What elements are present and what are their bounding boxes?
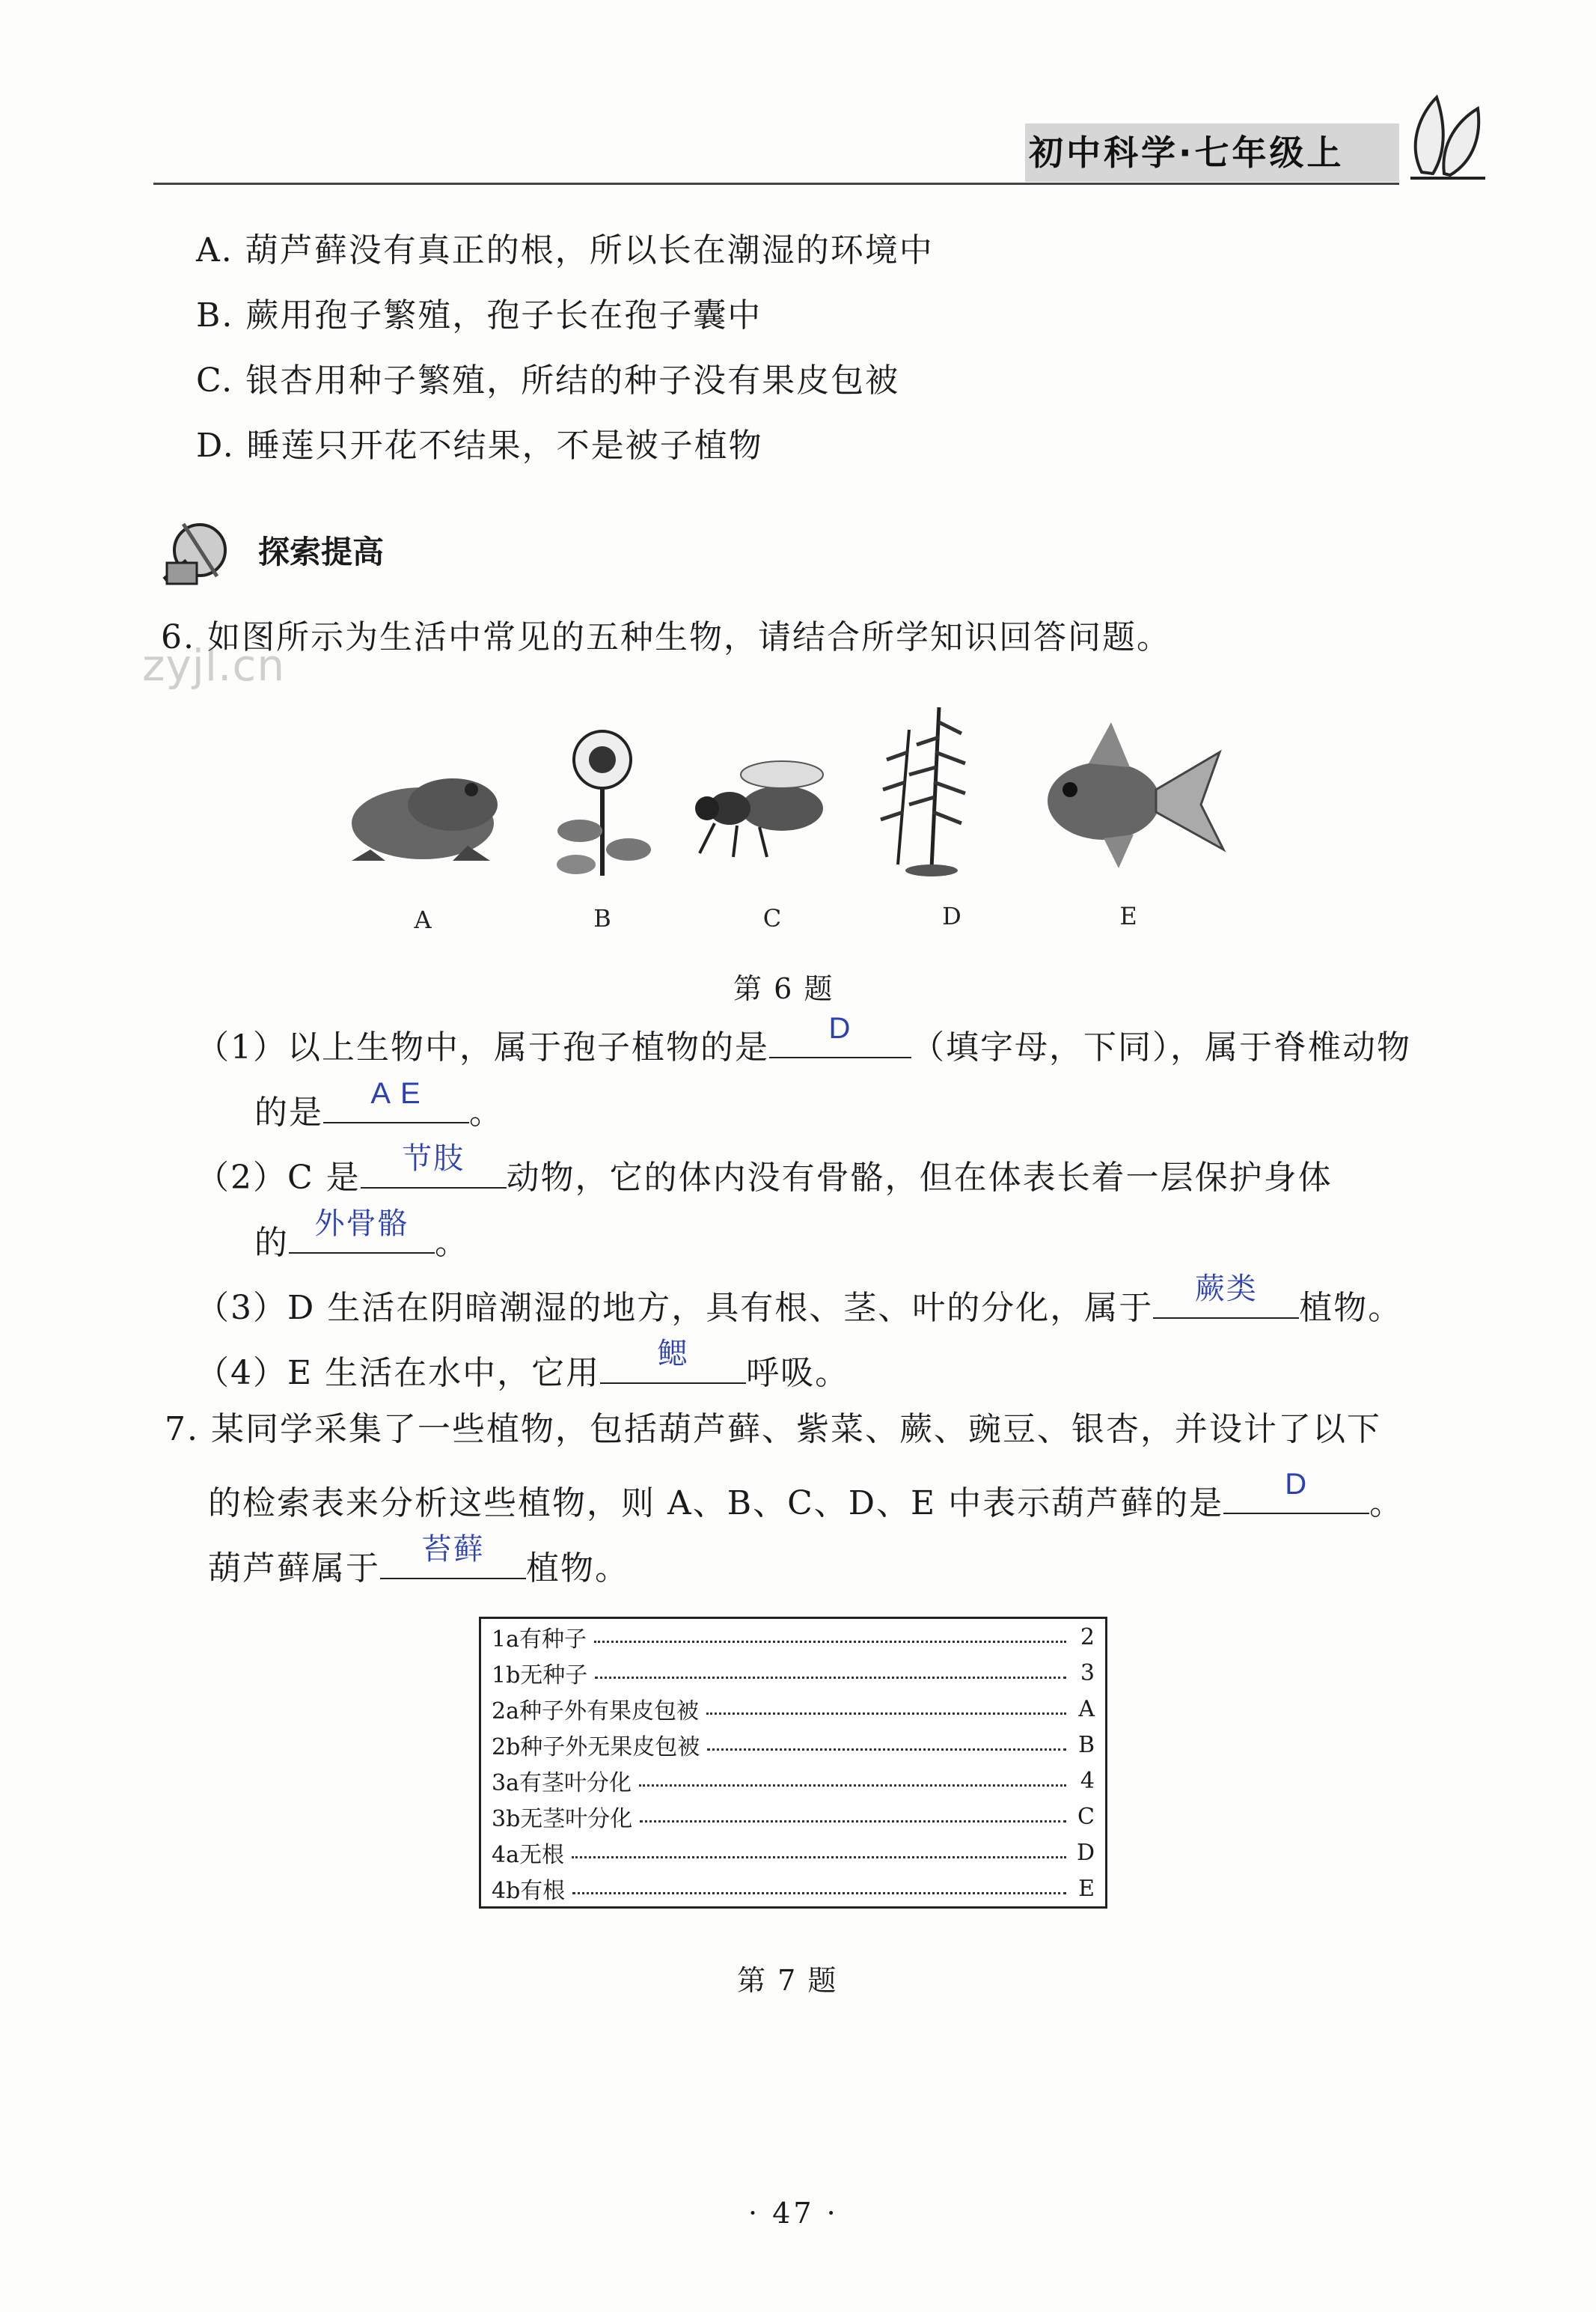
key-step-result: C (1077, 1803, 1095, 1830)
figure-label-e: E (1119, 902, 1137, 930)
q7-blank1[interactable]: D (1223, 1472, 1369, 1514)
key-dot-leader (706, 1712, 1066, 1715)
key-step-text: 3b无茎叶分化 (492, 1806, 633, 1832)
option-c: C. 银杏用种子繁殖，所结的种子没有果皮包被 (196, 362, 900, 400)
key-step-text: 2a种子外有果皮包被 (492, 1698, 699, 1724)
key-step-text: 2b种子外无果皮包被 (492, 1734, 700, 1760)
key-dot-leader (639, 1784, 1066, 1787)
q6-figure (340, 700, 1231, 879)
leaf-logo-icon (1407, 90, 1489, 187)
key-row (480, 1870, 1107, 1908)
figure-label-d: D (942, 902, 961, 930)
key-step-text: 1a有种子 (492, 1626, 587, 1653)
key-row (480, 1691, 1107, 1727)
key-step-result: 2 (1080, 1623, 1095, 1650)
key-step-text: 3a有茎叶分化 (492, 1770, 632, 1796)
goldfish-illustration (1048, 722, 1223, 868)
q6-p2-blank1[interactable]: 节肢 (361, 1147, 507, 1189)
q6-p3-blank[interactable]: 蕨类 (1153, 1277, 1299, 1319)
q6-p4-blank[interactable]: 鳃 (600, 1342, 746, 1384)
key-step-result: B (1077, 1731, 1095, 1758)
q7-blank2[interactable]: 苔藓 (380, 1537, 526, 1579)
q6-part1-line1: （1）以上生物中，属于孢子植物的是 D （填字母，下同），属于脊椎动物 (196, 1012, 1411, 1067)
q6-caption: 第 6 题 (733, 972, 834, 1005)
section-title: 探索提高 (258, 534, 385, 570)
watermark: zyjl.cn (142, 640, 286, 691)
q6-part2-line2: 的 外骨骼 。 (254, 1207, 469, 1262)
header-rule (153, 183, 1399, 185)
key-row (480, 1655, 1107, 1691)
key-row (480, 1799, 1107, 1834)
q6-p1-blank2[interactable]: A E (323, 1082, 469, 1123)
q6-part2-line1: （2）C 是 节肢 动物，它的体内没有骨骼，但在体表长着一层保护身体 (196, 1142, 1333, 1197)
frog-illustration (352, 778, 498, 861)
q6-p2-blank2[interactable]: 外骨骼 (289, 1212, 435, 1254)
key-dot-leader (595, 1677, 1066, 1679)
q6-part3: （3）D 生活在阴暗潮湿的地方，具有根、茎、叶的分化，属于 蕨类 植物。 (196, 1272, 1403, 1327)
page-number: · 47 · (748, 2197, 839, 2230)
key-dot-leader (640, 1820, 1066, 1823)
q7-line3: 葫芦藓属于 苔藓 植物。 (208, 1533, 629, 1587)
key-step-result: D (1076, 1839, 1095, 1866)
fern-illustration (881, 707, 965, 876)
key-step-result: 3 (1080, 1659, 1095, 1686)
q6-p1-blank1[interactable]: D (769, 1016, 911, 1058)
key-dot-leader (594, 1641, 1066, 1643)
bee-illustration (695, 761, 823, 857)
dichotomous-key-table (479, 1617, 1107, 1909)
key-step-text: 1b无种子 (492, 1662, 588, 1689)
q7-line1: 7. 某同学采集了一些植物，包括葫芦藓、紫菜、蕨、豌豆、银杏，并设计了以下 (165, 1410, 1381, 1448)
sunflower-illustration (557, 731, 651, 876)
q6-part4: （4）E 生活在水中，它用 鳃 呼吸。 (196, 1338, 850, 1392)
header-title: 初中科学·七年级上 (1029, 132, 1345, 173)
key-dot-leader (707, 1748, 1066, 1751)
key-row (480, 1618, 1107, 1656)
key-dot-leader (572, 1892, 1066, 1894)
key-row (480, 1834, 1107, 1870)
option-b: B. 蕨用孢子繁殖，孢子长在孢子囊中 (196, 296, 762, 335)
figure-label-b: B (593, 904, 611, 933)
option-d: D. 睡莲只开花不结果，不是被子植物 (196, 427, 763, 465)
key-row (480, 1763, 1107, 1799)
option-a: A. 葫芦藓没有真正的根，所以长在潮湿的环境中 (196, 231, 934, 269)
key-step-result: E (1078, 1875, 1095, 1902)
key-step-result: A (1078, 1695, 1095, 1722)
key-step-text: 4a无根 (492, 1842, 564, 1868)
q7-line2: 的检索表来分析这些植物，则 A、B、C、D、E 中表示葫芦藓的是 D 。 (208, 1468, 1404, 1522)
key-dot-leader (572, 1856, 1066, 1858)
explore-icon (153, 509, 243, 591)
q6-part1-line2: 的是 A E 。 (254, 1077, 504, 1132)
q7-caption: 第 7 题 (737, 1964, 838, 1997)
q6-stem: 6. 如图所示为生活中常见的五种生物，请结合所学知识回答问题。 (161, 618, 1171, 656)
figure-label-c: C (762, 904, 782, 933)
key-row (480, 1727, 1107, 1763)
key-step-text: 4b有根 (492, 1878, 566, 1904)
figure-label-a: A (414, 906, 432, 934)
key-step-result: 4 (1080, 1767, 1095, 1794)
